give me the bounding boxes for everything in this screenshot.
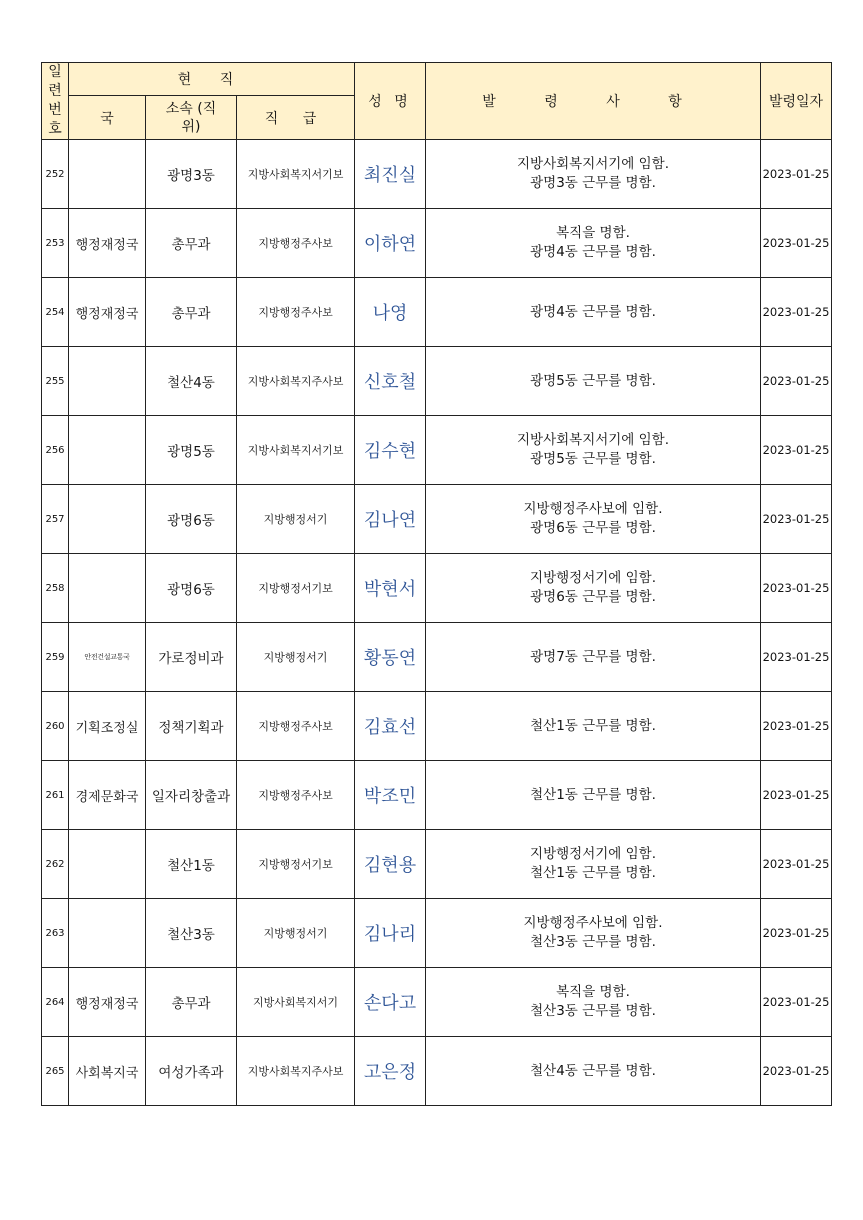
cell-seq: 257 bbox=[42, 485, 69, 554]
cell-seq: 252 bbox=[42, 140, 69, 209]
action-line: 광명6동 근무를 명함. bbox=[530, 589, 656, 605]
cell-bureau bbox=[69, 899, 146, 968]
cell-grade: 지방사회복지서기보 bbox=[237, 416, 355, 485]
cell-grade: 지방사회복지주사보 bbox=[237, 1037, 355, 1106]
cell-seq: 260 bbox=[42, 692, 69, 761]
cell-department: 철산4동 bbox=[146, 347, 237, 416]
header-current-post: 현 직 bbox=[69, 63, 355, 96]
table-row bbox=[42, 140, 832, 209]
action-line: 철산3동 근무를 명함. bbox=[530, 1003, 656, 1019]
cell-bureau: 경제문화국 bbox=[69, 761, 146, 830]
cell-date: 2023-01-25 bbox=[761, 1037, 832, 1106]
cell-date: 2023-01-25 bbox=[761, 692, 832, 761]
cell-bureau bbox=[69, 830, 146, 899]
cell-department: 총무과 bbox=[146, 209, 237, 278]
action-line: 철산4동 근무를 명함. bbox=[530, 1062, 656, 1079]
cell-seq: 256 bbox=[42, 416, 69, 485]
table-body bbox=[42, 140, 832, 1106]
cell-name: 김나연 bbox=[355, 485, 426, 554]
header-grade: 직 급 bbox=[237, 96, 355, 140]
cell-department: 가로정비과 bbox=[146, 623, 237, 692]
cell-date: 2023-01-25 bbox=[761, 278, 832, 347]
action-line: 지방행정서기에 임함. bbox=[530, 570, 656, 586]
cell-seq: 262 bbox=[42, 830, 69, 899]
cell-grade: 지방행정주사보 bbox=[237, 761, 355, 830]
cell-bureau bbox=[69, 416, 146, 485]
action-line: 철산1동 근무를 명함. bbox=[530, 717, 656, 734]
cell-grade: 지방행정서기 bbox=[237, 899, 355, 968]
cell-name: 나영 bbox=[355, 278, 426, 347]
cell-department: 광명5동 bbox=[146, 416, 237, 485]
cell-seq: 254 bbox=[42, 278, 69, 347]
cell-bureau: 행정재정국 bbox=[69, 209, 146, 278]
table-row bbox=[42, 554, 832, 623]
cell-action bbox=[426, 209, 761, 278]
cell-action bbox=[426, 347, 761, 416]
cell-name: 김수현 bbox=[355, 416, 426, 485]
cell-action bbox=[426, 899, 761, 968]
cell-name: 김현용 bbox=[355, 830, 426, 899]
cell-date: 2023-01-25 bbox=[761, 899, 832, 968]
cell-grade: 지방행정서기보 bbox=[237, 830, 355, 899]
action-line: 복직을 명함. bbox=[556, 225, 630, 241]
cell-grade: 지방행정서기 bbox=[237, 623, 355, 692]
cell-bureau: 기획조정실 bbox=[69, 692, 146, 761]
cell-department: 광명3동 bbox=[146, 140, 237, 209]
cell-bureau: 행정재정국 bbox=[69, 278, 146, 347]
action-line: 광명4동 근무를 명함. bbox=[530, 244, 656, 260]
cell-department: 철산3동 bbox=[146, 899, 237, 968]
action-line: 복직을 명함. bbox=[556, 984, 630, 1000]
cell-department: 총무과 bbox=[146, 968, 237, 1037]
cell-bureau bbox=[69, 554, 146, 623]
action-line: 지방행정서기에 임함. bbox=[530, 846, 656, 862]
cell-name: 손다고 bbox=[355, 968, 426, 1037]
cell-seq: 258 bbox=[42, 554, 69, 623]
table-row bbox=[42, 485, 832, 554]
action-line: 철산3동 근무를 명함. bbox=[530, 934, 656, 950]
cell-name: 고은정 bbox=[355, 1037, 426, 1106]
cell-action bbox=[426, 623, 761, 692]
cell-date: 2023-01-25 bbox=[761, 140, 832, 209]
cell-department: 일자리창출과 bbox=[146, 761, 237, 830]
action-line: 지방행정주사보에 임함. bbox=[523, 501, 663, 517]
cell-seq: 264 bbox=[42, 968, 69, 1037]
cell-action bbox=[426, 278, 761, 347]
table-row bbox=[42, 1037, 832, 1106]
cell-action bbox=[426, 1037, 761, 1106]
cell-name: 김효선 bbox=[355, 692, 426, 761]
cell-seq: 253 bbox=[42, 209, 69, 278]
header-department bbox=[146, 96, 237, 140]
action-line: 지방사회복지서기에 임함. bbox=[516, 432, 670, 448]
cell-department: 철산1동 bbox=[146, 830, 237, 899]
cell-date: 2023-01-25 bbox=[761, 485, 832, 554]
action-line: 지방행정주사보에 임함. bbox=[523, 915, 663, 931]
cell-date: 2023-01-25 bbox=[761, 416, 832, 485]
cell-grade: 지방행정주사보 bbox=[237, 692, 355, 761]
action-line: 광명6동 근무를 명함. bbox=[530, 520, 656, 536]
cell-action bbox=[426, 830, 761, 899]
cell-name: 박현서 bbox=[355, 554, 426, 623]
cell-action bbox=[426, 692, 761, 761]
header-department-label: 소속 (직위) bbox=[165, 100, 217, 135]
action-line: 철산1동 근무를 명함. bbox=[530, 786, 656, 803]
cell-action bbox=[426, 416, 761, 485]
cell-seq: 255 bbox=[42, 347, 69, 416]
cell-date: 2023-01-25 bbox=[761, 830, 832, 899]
cell-grade: 지방행정서기보 bbox=[237, 554, 355, 623]
header-seq-label: 일련번호 bbox=[48, 64, 62, 137]
table-row bbox=[42, 416, 832, 485]
cell-grade: 지방행정주사보 bbox=[237, 278, 355, 347]
cell-name: 최진실 bbox=[355, 140, 426, 209]
cell-date: 2023-01-25 bbox=[761, 554, 832, 623]
cell-action bbox=[426, 554, 761, 623]
table-row bbox=[42, 209, 832, 278]
action-line: 지방사회복지서기에 임함. bbox=[516, 156, 670, 172]
cell-date: 2023-01-25 bbox=[761, 209, 832, 278]
header-name: 성 명 bbox=[355, 63, 426, 140]
cell-action bbox=[426, 140, 761, 209]
header-seq bbox=[42, 63, 69, 140]
table-row bbox=[42, 347, 832, 416]
header-action: 발 령 사 항 bbox=[426, 63, 761, 140]
cell-grade: 지방사회복지서기 bbox=[237, 968, 355, 1037]
cell-name: 신호철 bbox=[355, 347, 426, 416]
action-line: 광명7동 근무를 명함. bbox=[530, 648, 656, 665]
cell-department: 광명6동 bbox=[146, 485, 237, 554]
action-line: 광명5동 근무를 명함. bbox=[530, 372, 656, 389]
header-date: 발령일자 bbox=[761, 63, 832, 140]
table-row bbox=[42, 278, 832, 347]
cell-bureau: 사회복지국 bbox=[69, 1037, 146, 1106]
cell-name: 황동연 bbox=[355, 623, 426, 692]
cell-date: 2023-01-25 bbox=[761, 623, 832, 692]
cell-bureau bbox=[69, 485, 146, 554]
cell-seq: 263 bbox=[42, 899, 69, 968]
cell-department: 정책기획과 bbox=[146, 692, 237, 761]
action-line: 광명4동 근무를 명함. bbox=[530, 303, 656, 320]
cell-grade: 지방행정서기 bbox=[237, 485, 355, 554]
cell-bureau: 행정재정국 bbox=[69, 968, 146, 1037]
cell-seq: 259 bbox=[42, 623, 69, 692]
cell-grade: 지방사회복지주사보 bbox=[237, 347, 355, 416]
table-header bbox=[42, 63, 832, 140]
cell-name: 김나리 bbox=[355, 899, 426, 968]
action-line: 광명5동 근무를 명함. bbox=[530, 451, 656, 467]
cell-grade: 지방행정주사보 bbox=[237, 209, 355, 278]
cell-department: 총무과 bbox=[146, 278, 237, 347]
cell-seq: 261 bbox=[42, 761, 69, 830]
cell-grade: 지방사회복지서기보 bbox=[237, 140, 355, 209]
cell-bureau bbox=[69, 347, 146, 416]
header-bureau: 국 bbox=[69, 96, 146, 140]
table-row bbox=[42, 761, 832, 830]
table-row bbox=[42, 968, 832, 1037]
table-row bbox=[42, 899, 832, 968]
action-line: 광명3동 근무를 명함. bbox=[530, 175, 656, 191]
cell-bureau bbox=[69, 140, 146, 209]
cell-action bbox=[426, 761, 761, 830]
cell-date: 2023-01-25 bbox=[761, 347, 832, 416]
cell-seq: 265 bbox=[42, 1037, 69, 1106]
appointment-table bbox=[41, 62, 832, 1106]
cell-action bbox=[426, 485, 761, 554]
cell-name: 박조민 bbox=[355, 761, 426, 830]
cell-date: 2023-01-25 bbox=[761, 761, 832, 830]
cell-date: 2023-01-25 bbox=[761, 968, 832, 1037]
table-row bbox=[42, 623, 832, 692]
cell-bureau: 안전건설교통국 bbox=[69, 623, 146, 692]
action-line: 철산1동 근무를 명함. bbox=[530, 865, 656, 881]
cell-department: 광명6동 bbox=[146, 554, 237, 623]
table-row bbox=[42, 692, 832, 761]
cell-department: 여성가족과 bbox=[146, 1037, 237, 1106]
cell-action bbox=[426, 968, 761, 1037]
table-row bbox=[42, 830, 832, 899]
cell-name: 이하연 bbox=[355, 209, 426, 278]
